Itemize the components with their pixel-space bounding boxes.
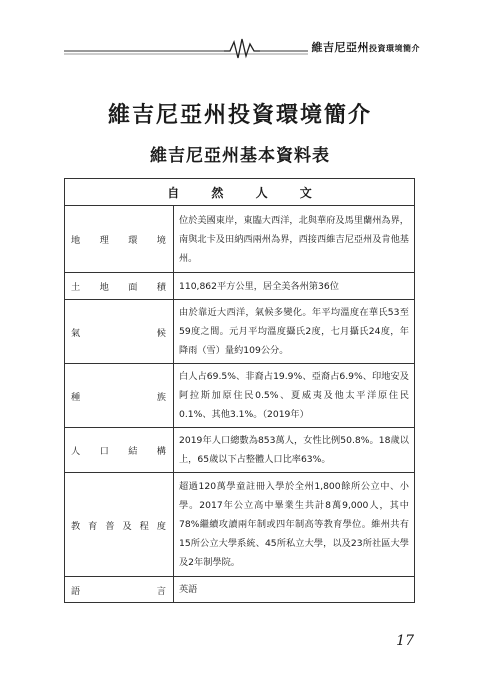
- basic-info-table: [64, 178, 415, 603]
- row-label: 種 族: [65, 364, 174, 428]
- row-label: 土 地 面 積: [65, 273, 174, 300]
- row-label: 語 言: [65, 577, 174, 603]
- row-content: 110,862平方公里，居全美各州第36位: [174, 273, 415, 300]
- row-content: 2019年人口總數為853萬人，女性比例50.8%。18歲以上，65歲以下占整體人口比率63%。: [174, 428, 415, 473]
- page-number: 17: [396, 633, 414, 649]
- row-label: 氣 候: [65, 300, 174, 364]
- row-content: 位於美國東岸，東臨大西洋，北與華府及馬里蘭州為界，南與北卡及田納西兩州為界，西接西維吉尼亞州及肯他基州。: [174, 206, 415, 273]
- header-title-sub: 投資環境簡介: [369, 44, 420, 53]
- row-content: 超過120萬學童註冊入學於全州1,800餘所公立中、小學。2017年公立高中畢業生共計8萬9,000人，其中78%繼續攻讀兩年制或四年制高等教育學位。維州共有15所公立大學系統、45所私立大學，以及23所社區大學及2年制學院。: [174, 473, 415, 577]
- table-row: [65, 473, 415, 577]
- table-row: [65, 577, 415, 603]
- section-header: 自 然 人 文: [65, 179, 415, 206]
- row-content: 由於靠近大西洋，氣候多變化。年平均溫度在華氏53至59度之間。元月平均溫度攝氏2度，七月攝氏24度，年降雨（雪）量約109公分。: [174, 300, 415, 364]
- row-content: 英語: [174, 577, 415, 603]
- page-title: 維吉尼亞州投資環境簡介: [107, 103, 372, 128]
- row-label: 地 理 環 境: [65, 206, 174, 273]
- table-row: [65, 364, 415, 428]
- table-header-row: [65, 179, 415, 206]
- row-label: 人 口 結 構: [65, 428, 174, 473]
- table-row: [65, 206, 415, 273]
- row-label: 教 育 普 及 程 度: [65, 473, 174, 577]
- table-row: [65, 428, 415, 473]
- table-row: [65, 273, 415, 300]
- header-title: [308, 39, 421, 55]
- header-title-main: 維吉尼亞州: [311, 41, 369, 54]
- table-row: [65, 300, 415, 364]
- row-content: 白人占69.5%、非裔占19.9%、亞裔占6.9%、印地安及阿拉斯加原住民0.5%、夏威夷及他太平洋原住民0.1%、其他3.1%。（2019年）: [174, 364, 415, 428]
- table-title: 維吉尼亞州基本資料表: [150, 146, 330, 166]
- running-header: [64, 36, 420, 60]
